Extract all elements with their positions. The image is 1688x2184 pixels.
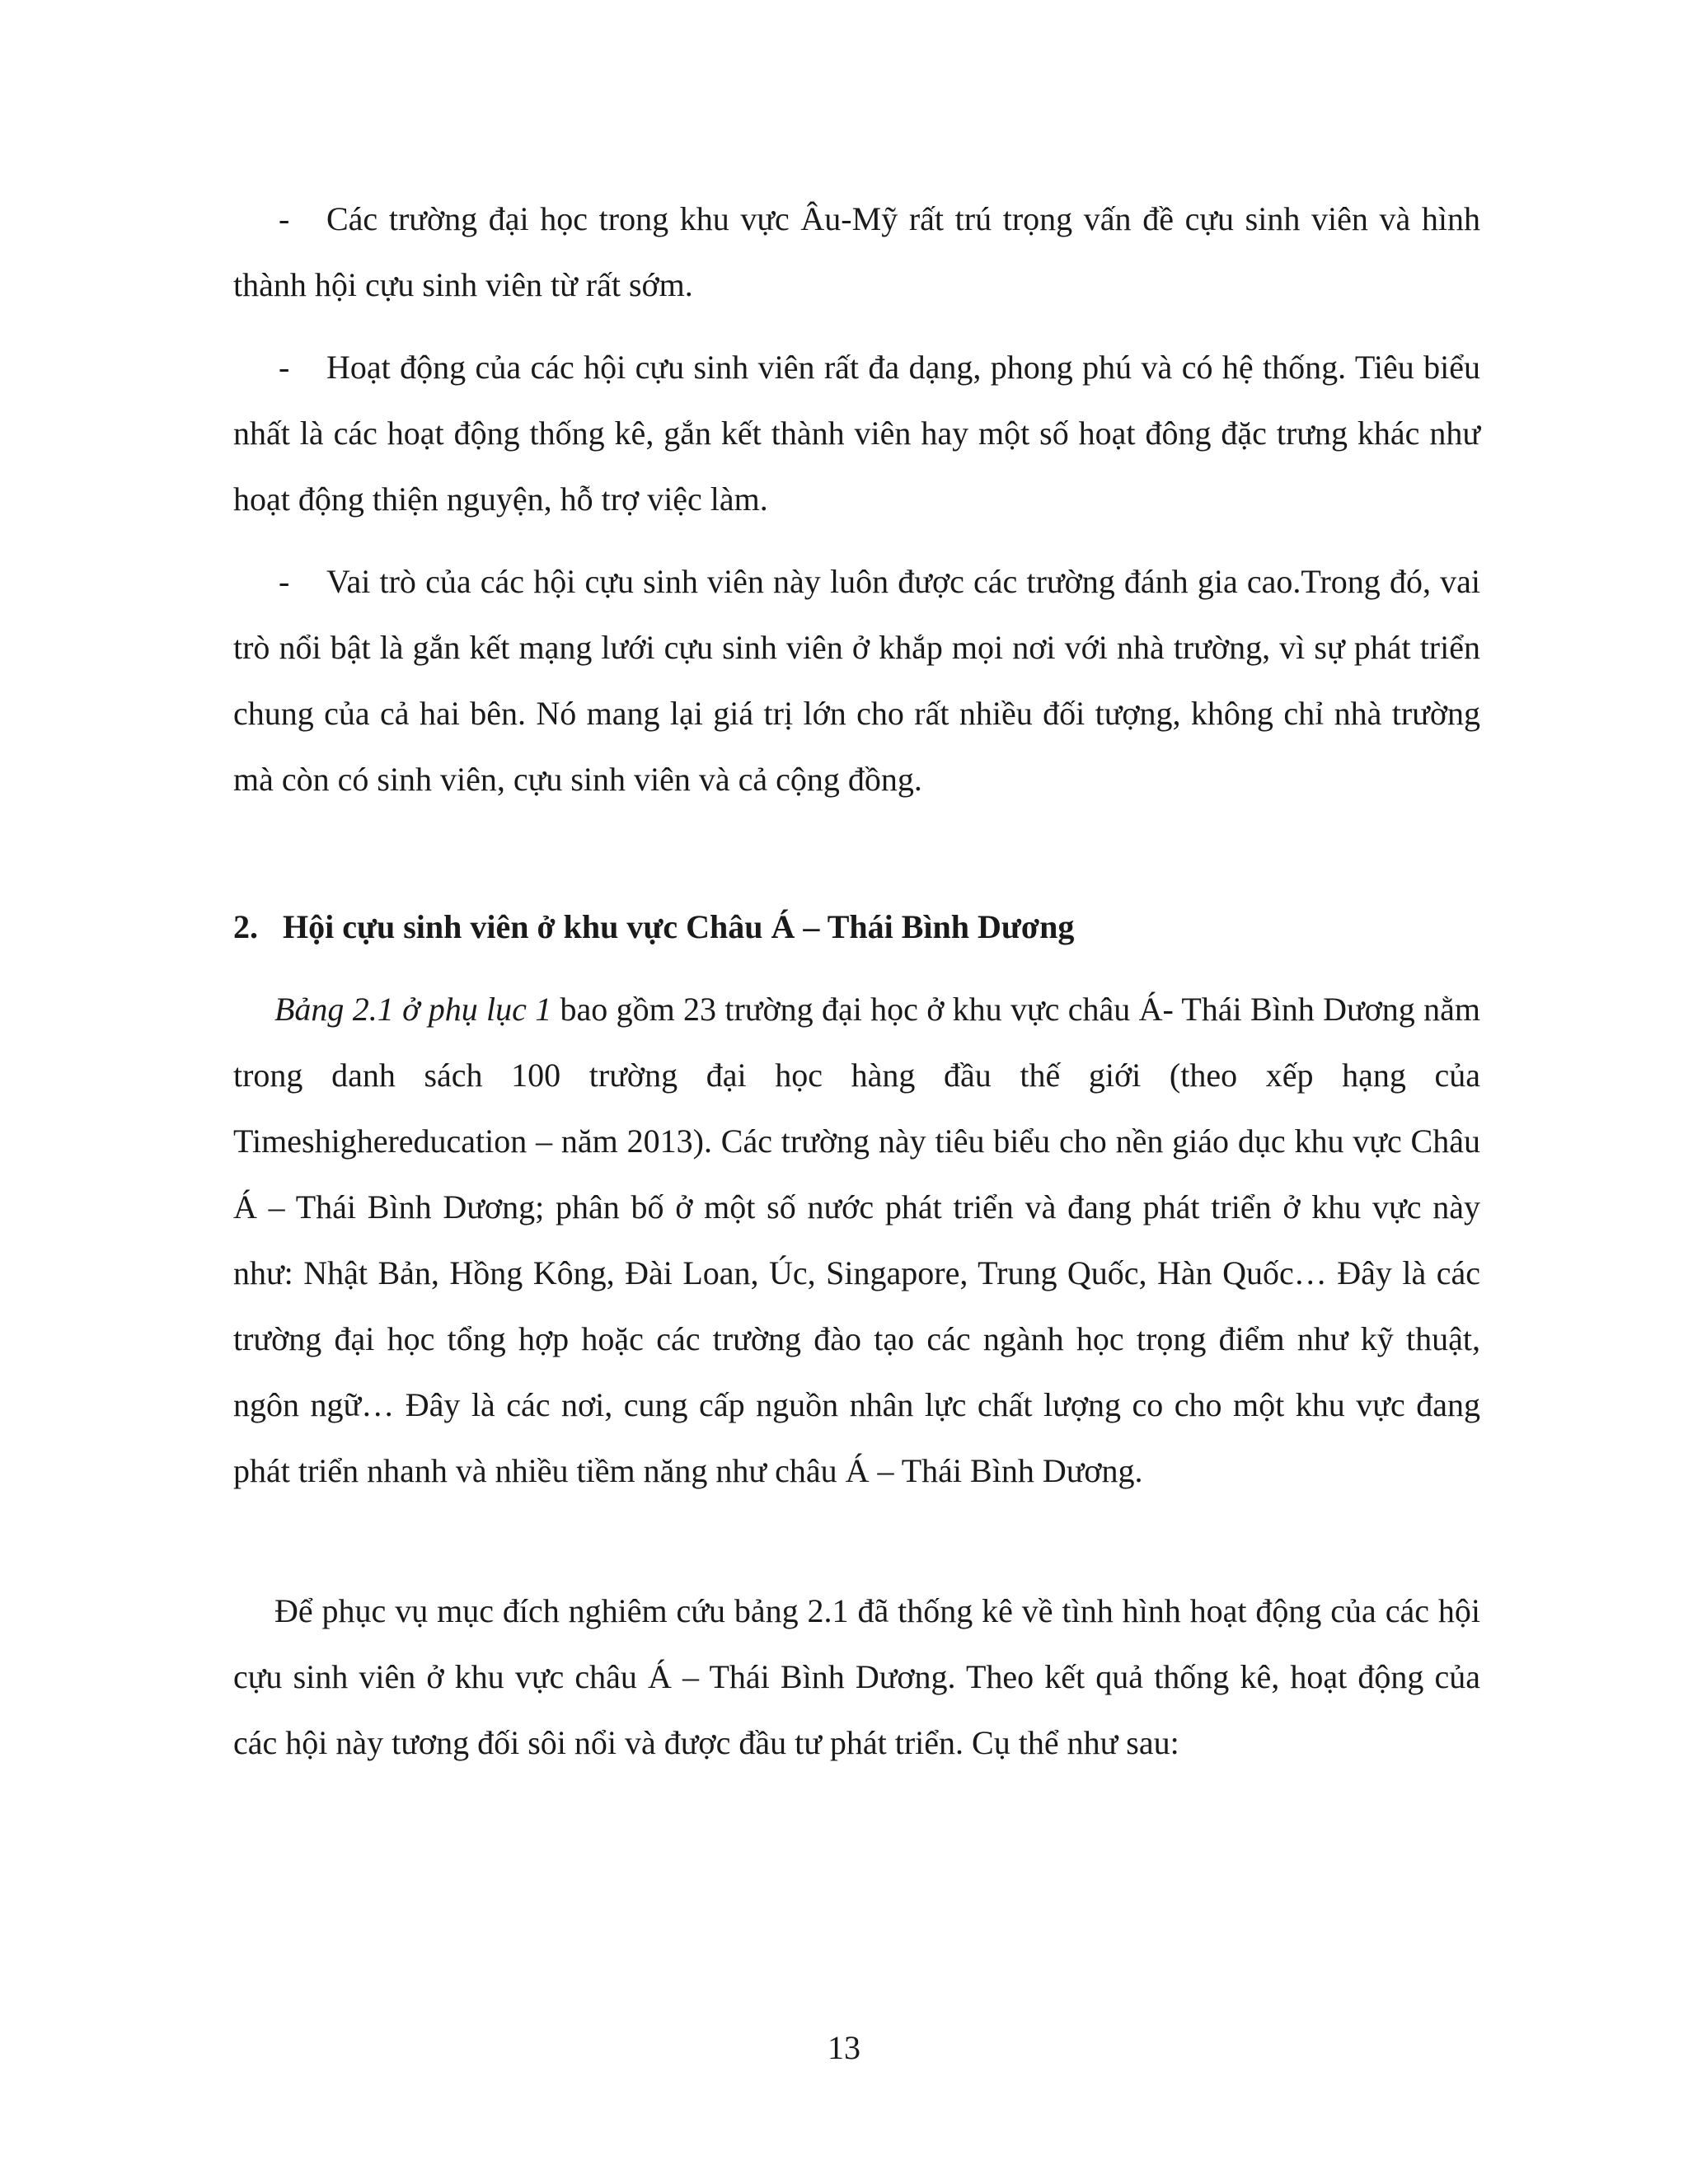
bullet-item-1 [233, 186, 1480, 318]
bullet-item-3 [233, 549, 1480, 813]
section-heading [233, 894, 1480, 960]
page-number: 13 [828, 2029, 860, 2066]
bullet-text: Các trường đại học trong khu vực Âu-Mỹ rất trú trọng vấn đề cựu sinh viên và hình thành hội cựu sinh viên từ rất sớm. [233, 200, 1480, 303]
paragraph-text: bao gồm 23 trường đại học ở khu vực châu Á- Thái Bình Dương nằm trong danh sách 100 trường đại học hàng đầu thế giới (theo xếp hạng của Timeshighereducation – năm 2013). Các trường này tiêu biểu cho nền giáo dục khu vực Châu Á – Thái Bình Dương; phân bố ở một số nước phát triển và đang phát triển ở khu vực này như: Nhật Bản, Hồng Kông, Đài Loan, Úc, Singapore, Trung Quốc, Hàn Quốc… Đây là các trường đại học tổng hợp hoặc các trường đào tạo các ngành học trọng điểm như kỹ thuật, ngôn ngữ… Đây là các nơi, cung cấp nguồn nhân lực chất lượng co cho một khu vực đang phát triển nhanh và nhiều tiềm năng như châu Á – Thái Bình Dương. [233, 991, 1480, 1489]
table-reference: Bảng 2.1 ở phụ lục 1 [274, 991, 552, 1028]
bullet-dash: - [279, 349, 290, 386]
bullet-text: Hoạt động của các hội cựu sinh viên rất đa dạng, phong phú và có hệ thống. Tiêu biểu nhất là các hoạt động thống kê, gắn kết thành viên hay một số hoạt đông đặc trưng khác như hoạt động thiện nguyện, hỗ trợ việc làm. [233, 349, 1480, 518]
bullet-text: Vai trò của các hội cựu sinh viên này luôn được các trường đánh gia cao.Trong đó, vai trò nổi bật là gắn kết mạng lưới cựu sinh viên ở khắp mọi nơi với nhà trường, vì sự phát triển chung của cả hai bên. Nó mang lại giá trị lớn cho rất nhiều đối tượng, không chỉ nhà trường mà còn có sinh viên, cựu sinh viên và cả cộng đồng. [233, 563, 1480, 798]
body-paragraph-2 [233, 1578, 1480, 1776]
bullet-dash: - [279, 563, 290, 600]
section-number: 2. [233, 908, 258, 945]
body-paragraph-1 [233, 977, 1480, 1504]
bullet-item-2 [233, 335, 1480, 532]
section-title: Hội cựu sinh viên ở khu vực Châu Á – Thái Bình Dương [283, 908, 1075, 945]
paragraph-text: Để phục vụ mục đích nghiêm cứu bảng 2.1 đã thống kê về tình hình hoạt động của các hội cựu sinh viên ở khu vực châu Á – Thái Bình Dương. Theo kết quả thống kê, hoạt động của các hội này tương đối sôi nổi và được đầu tư phát triển. Cụ thể như sau: [233, 1592, 1480, 1761]
bullet-dash: - [279, 200, 290, 237]
